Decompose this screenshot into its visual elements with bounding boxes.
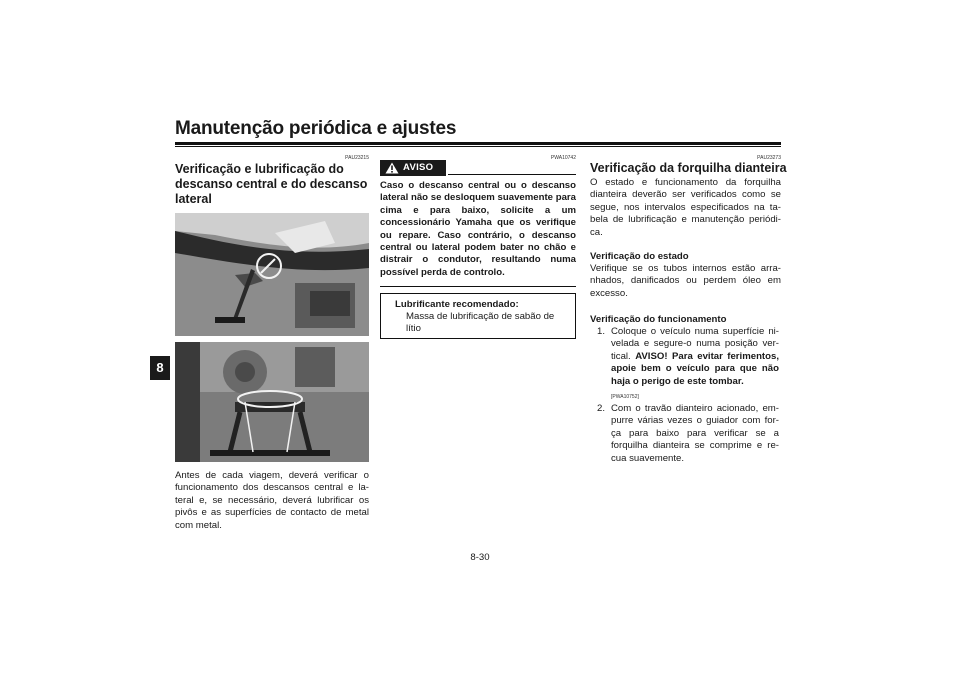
- chapter-tab: 8: [150, 356, 170, 380]
- state-heading: Verificação do estado: [590, 251, 689, 262]
- step-2: [597, 403, 781, 465]
- center-stand-photo: [175, 342, 369, 462]
- section-code: PAU23215: [345, 155, 369, 161]
- warning-rule: [448, 174, 576, 175]
- state-text: Verifique se os tubos internos estão arra-nhados, danificados ou perdem óleo em excesso.: [590, 263, 781, 299]
- section-heading: Verificação e lubrificação do descanso central e do descanso lateral: [175, 162, 368, 206]
- fork-heading: Verificação da forquilha dianteira: [590, 161, 787, 175]
- title-rule-thin: [175, 146, 781, 147]
- lubricant-value: Massa de lubrificação de sabão de lítio: [406, 311, 555, 334]
- center-stand-illustration: [175, 342, 369, 462]
- step-1-content: [611, 326, 779, 388]
- step-1-number: 1.: [597, 326, 606, 337]
- page-number: 8-30: [470, 552, 490, 563]
- warning-text: Caso o descanso central ou o descanso lateral não se desloquem suavemente para cima e para baixo, solicite a um concessionário Yamaha que os verifique ou repare. Caso contrário, o descanso central ou lateral podem bater no chão e distrair o condutor, resultando numa possível perda de controlo.: [380, 180, 576, 278]
- step-1-text: Coloque o veículo numa superfície ni-velada e segure-o numa posição ver-tical.: [611, 326, 779, 362]
- operation-heading: Verificação do funcionamento: [590, 314, 727, 325]
- warning-icon: [385, 162, 399, 174]
- step-2-text: Com o travão dianteiro acionado, em-purre várias vezes o guiador com for-ça para baixo para verificar se a forquilha dianteira se comprime e re-cua suavemente.: [611, 403, 779, 464]
- warning-code: PWA10742: [550, 155, 576, 161]
- lubricant-box: [380, 293, 576, 339]
- warning-badge: [380, 160, 446, 176]
- step-1-code: [PWA10752]: [611, 394, 639, 400]
- title-rule: [175, 142, 781, 145]
- step-1-warning: AVISO! Para evitar ferimentos, apoie bem o veículo para que não haja o perigo de este tombar.: [611, 350, 779, 387]
- warning-bottom-rule: [380, 286, 576, 287]
- page-title: Manutenção periódica e ajustes: [175, 118, 457, 139]
- fork-intro: O estado e funcionamento da forquilha dianteira deverão ser verificados como se segue, nos intervalos especificados na ta-bela de lubrificação e manutenção periódi-ca.: [590, 177, 781, 238]
- lubricant-title: Lubrificante recomendado:: [395, 299, 519, 310]
- step-2-number: 2.: [597, 403, 606, 414]
- stand-check-body: Antes de cada viagem, deverá verificar o funcionamento dos descansos central e la-teral e, se necessário, deverá lubrificar os pivôs e as superfícies de contacto de metal com metal.: [175, 470, 369, 531]
- warning-label: AVISO: [403, 162, 434, 173]
- side-stand-illustration: [175, 213, 369, 336]
- side-stand-photo: [175, 213, 369, 336]
- fork-section-code: PAU23273: [757, 155, 781, 161]
- warning-header: [380, 160, 576, 176]
